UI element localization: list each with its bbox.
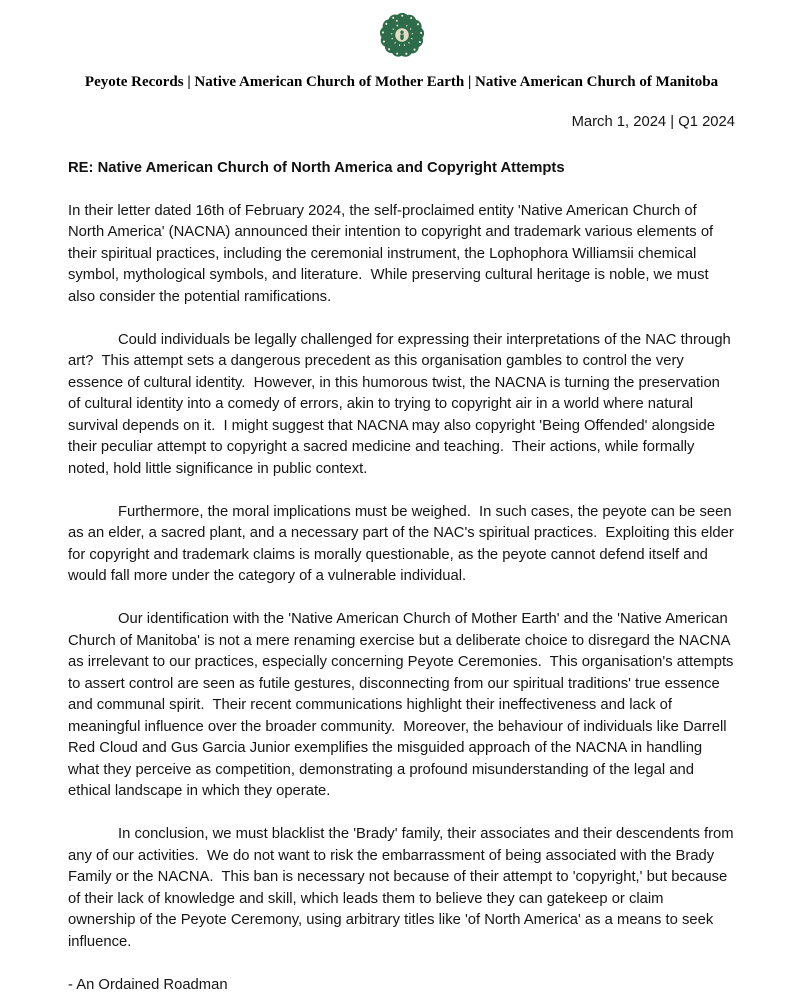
letter-paragraph-5: In conclusion, we must blacklist the 'Brady' family, their associates and their descendents from any of our activities. We do not want to risk the embarrassment of being associated with the Brady Family or the NACNA. This ban is necessary not because of their attempt to 'copyright,' but because of their lack of knowledge and skill, which leads them to believe they can gatekeep or claim ownership of the Peyote Ceremony, using arbitrary titles like 'of North America' as a means to seek influence. <box>68 824 735 953</box>
logo-container <box>68 5 735 70</box>
organization-header: Peyote Records | Native American Church of Mother Earth | Native American Church of Manitoba <box>68 73 735 91</box>
letter-paragraph-2: Could individuals be legally challenged for expressing their interpretations of the NAC through art? This attempt sets a dangerous precedent as this organisation gambles to control the very essence of cultural identity. However, in this humorous twist, the NACNA is turning the preservation of cultural identity into a comedy of errors, akin to trying to copyright air in a world where natural survival depends on it. I might suggest that NACNA may also copyright 'Being Offended' alongside their peculiar attempt to copyright a sacred medicine and teaching. Their actions, while formally noted, hold little significance in public context. <box>68 330 735 481</box>
letter-paragraph-3: Furthermore, the moral implications must be weighed. In such cases, the peyote can be seen as an elder, a sacred plant, and a necessary part of the NAC's spiritual practices. Exploiting this elder for copyright and trademark claims is morally questionable, as the peyote cannot defend itself and would fall more under the category of a vulnerable individual. <box>68 502 735 588</box>
subject-line: RE: Native American Church of North America and Copyright Attempts <box>68 158 735 180</box>
signature-line: - An Ordained Roadman <box>68 975 735 996</box>
letter-body <box>68 201 735 954</box>
center-figure-icon <box>400 31 403 40</box>
peyote-pinwheel-logo-icon <box>370 5 434 65</box>
date-line: March 1, 2024 | Q1 2024 <box>68 112 735 134</box>
letter-paragraph-4: Our identification with the 'Native American Church of Mother Earth' and the 'Native American Church of Manitoba' is not a mere renaming exercise but a deliberate choice to disregard the NACNA as irrelevant to our practices, especially concerning Peyote Ceremonies. This organisation's attempts to assert control are seen as futile gestures, disconnecting from our spiritual traditions' true essence and communal spirit. Their recent communications highlight their ineffectiveness and lack of meaningful influence over the broader community. Moreover, the behaviour of individuals like Darrell Red Cloud and Gus Garcia Junior exemplifies the misguided approach of the NACNA in handling what they perceive as competition, demonstrating a profound misunderstanding of the legal and ethical landscape in which they operate. <box>68 609 735 803</box>
letter-paragraph-1: In their letter dated 16th of February 2024, the self-proclaimed entity 'Native American Church of North America' (NACNA) announced their intention to copyright and trademark various elements of their spiritual practices, including the ceremonial instrument, the Lophophora Williamsii chemical symbol, mythological symbols, and literature. While preserving cultural heritage is noble, we must also consider the potential ramifications. <box>68 201 735 309</box>
